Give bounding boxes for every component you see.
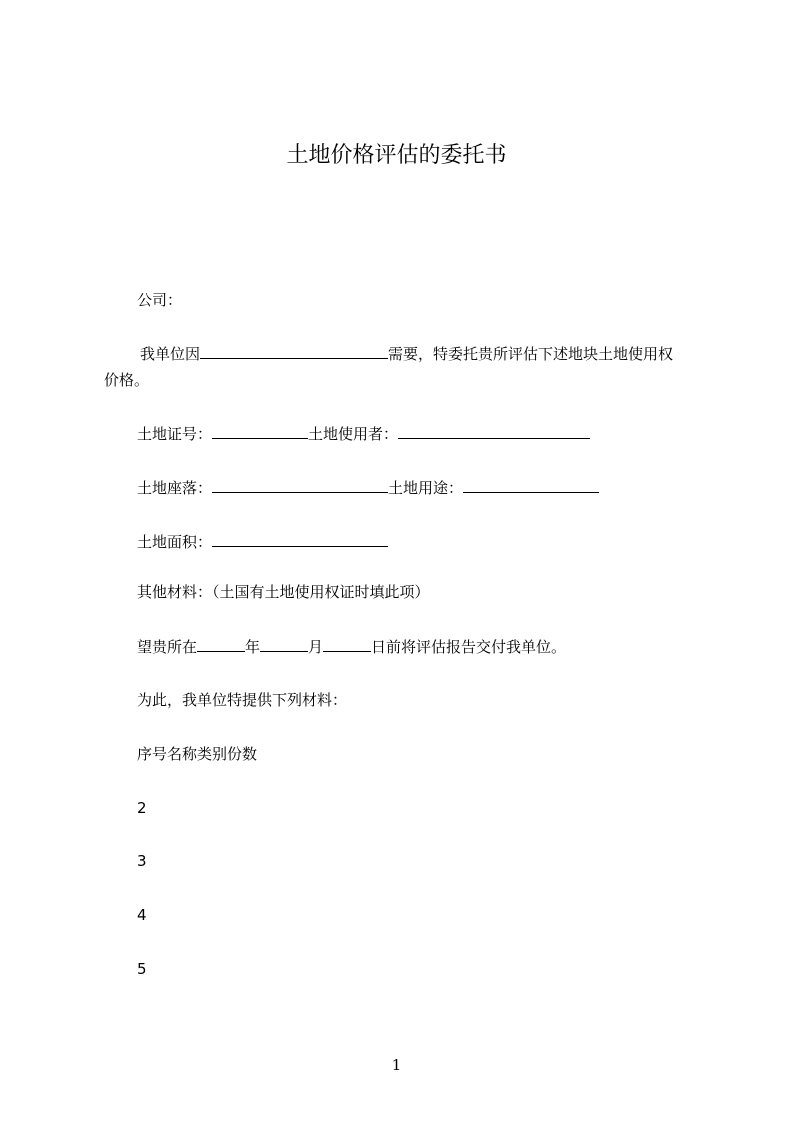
deadline-prefix: 望贵所在 <box>137 638 198 656</box>
cert-no-label: 土地证号： <box>137 425 213 443</box>
list-item: 2 <box>137 799 147 817</box>
document-title: 土地价格评估的委托书 <box>286 143 507 168</box>
cert-user-line <box>137 423 590 445</box>
request-suffix: 需要，特委托贵所评估下述地块土地使用权 <box>388 345 674 363</box>
user-label: 土地使用者： <box>308 425 399 443</box>
use-blank[interactable] <box>463 477 599 493</box>
month-label: 月 <box>308 638 324 656</box>
deadline-line <box>137 636 566 658</box>
list-item: 4 <box>137 906 147 924</box>
location-use-line <box>137 477 599 499</box>
year-blank[interactable] <box>197 636 245 652</box>
request-continuation: 价格。 <box>104 371 150 389</box>
provide-line: 为此，我单位特提供下列材料： <box>137 691 348 709</box>
reason-blank[interactable] <box>200 343 388 359</box>
location-label: 土地座落： <box>137 479 213 497</box>
day-blank[interactable] <box>323 636 371 652</box>
request-prefix: 我单位因 <box>140 345 201 363</box>
user-blank[interactable] <box>398 423 590 439</box>
page-number: 1 <box>391 1056 402 1074</box>
location-blank[interactable] <box>212 477 388 493</box>
year-label: 年 <box>245 638 261 656</box>
month-blank[interactable] <box>260 636 308 652</box>
deadline-suffix: 日前将评估报告交付我单位。 <box>371 638 567 656</box>
list-item: 5 <box>137 960 147 978</box>
other-materials: 其他材料：（土国有土地使用权证时填此项） <box>137 583 430 601</box>
area-label: 土地面积： <box>137 533 213 551</box>
table-header: 序号名称类别份数 <box>137 745 258 763</box>
list-item: 3 <box>137 852 147 870</box>
salutation: 公司： <box>137 291 183 309</box>
cert-no-blank[interactable] <box>212 423 308 439</box>
request-paragraph <box>140 343 673 365</box>
area-blank[interactable] <box>212 531 388 547</box>
use-label: 土地用途： <box>388 479 464 497</box>
area-line <box>137 531 388 553</box>
